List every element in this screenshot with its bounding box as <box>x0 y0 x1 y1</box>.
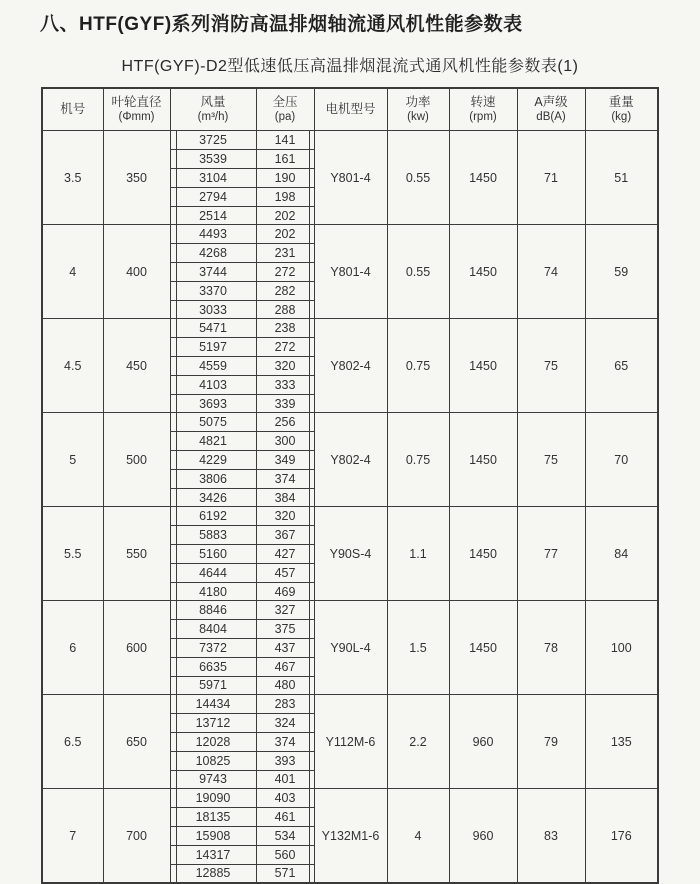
cell-motor-model: Y801-4 <box>314 225 387 319</box>
cell-power: 1.1 <box>387 507 449 601</box>
cell-model-no: 3.5 <box>42 131 103 225</box>
cell-noise-level: 74 <box>517 225 585 319</box>
cell-pressure: 427 <box>256 545 314 564</box>
col-header-unit: (m³/h) <box>197 111 229 124</box>
cell-power: 4 <box>387 789 449 883</box>
cell-speed: 1450 <box>449 225 517 319</box>
cell-airflow: 3744 <box>170 263 256 282</box>
cell-pressure: 374 <box>256 469 314 488</box>
cell-motor-model: Y112M-6 <box>314 695 387 789</box>
cell-pressure: 288 <box>256 300 314 319</box>
table-row <box>42 507 658 526</box>
cell-pressure: 161 <box>256 150 314 169</box>
cell-pressure: 469 <box>256 582 314 601</box>
cell-weight: 65 <box>585 319 658 413</box>
cell-pressure: 324 <box>256 714 314 733</box>
cell-airflow: 3725 <box>170 131 256 150</box>
cell-motor-model: Y90L-4 <box>314 601 387 695</box>
cell-noise-level: 77 <box>517 507 585 601</box>
cell-pressure: 272 <box>256 338 314 357</box>
cell-airflow: 6635 <box>170 657 256 676</box>
cell-speed: 960 <box>449 789 517 883</box>
cell-model-no: 7 <box>42 789 103 883</box>
cell-pressure: 238 <box>256 319 314 338</box>
table-row <box>42 225 658 244</box>
col-header-airflow <box>170 88 256 131</box>
cell-impeller-diameter: 500 <box>103 413 170 507</box>
cell-airflow: 3370 <box>170 281 256 300</box>
col-header-unit: (rpm) <box>469 111 497 124</box>
cell-pressure: 401 <box>256 770 314 789</box>
cell-airflow: 5471 <box>170 319 256 338</box>
cell-pressure: 375 <box>256 620 314 639</box>
col-header-pressure <box>256 88 314 131</box>
cell-airflow: 3693 <box>170 394 256 413</box>
cell-pressure: 339 <box>256 394 314 413</box>
cell-motor-model: Y802-4 <box>314 319 387 413</box>
cell-airflow: 2514 <box>170 206 256 225</box>
cell-airflow: 14434 <box>170 695 256 714</box>
cell-model-no: 6 <box>42 601 103 695</box>
cell-pressure: 367 <box>256 526 314 545</box>
cell-noise-level: 83 <box>517 789 585 883</box>
cell-power: 0.75 <box>387 413 449 507</box>
cell-airflow: 15908 <box>170 826 256 845</box>
table-row <box>42 789 658 808</box>
cell-airflow: 6192 <box>170 507 256 526</box>
cell-weight: 100 <box>585 601 658 695</box>
col-header-noise-level <box>517 88 585 131</box>
cell-pressure: 202 <box>256 206 314 225</box>
cell-pressure: 333 <box>256 375 314 394</box>
cell-noise-level: 75 <box>517 319 585 413</box>
cell-speed: 1450 <box>449 131 517 225</box>
cell-pressure: 393 <box>256 751 314 770</box>
cell-model-no: 6.5 <box>42 695 103 789</box>
cell-noise-level: 71 <box>517 131 585 225</box>
cell-power: 0.55 <box>387 131 449 225</box>
fan-spec-table <box>41 87 659 884</box>
cell-impeller-diameter: 450 <box>103 319 170 413</box>
cell-airflow: 5883 <box>170 526 256 545</box>
table-subtitle: HTF(GYF)-D2型低速低压高温排烟混流式通风机性能参数表(1) <box>121 57 579 75</box>
cell-pressure: 320 <box>256 507 314 526</box>
table-header <box>42 88 658 131</box>
cell-airflow: 12885 <box>170 864 256 883</box>
header-row <box>42 88 658 131</box>
col-header-title: 全压 <box>272 94 298 109</box>
cell-airflow: 4268 <box>170 244 256 263</box>
col-header-unit: (Φmm) <box>118 111 155 124</box>
cell-pressure: 571 <box>256 864 314 883</box>
cell-airflow: 19090 <box>170 789 256 808</box>
cell-pressure: 480 <box>256 676 314 695</box>
cell-airflow: 4821 <box>170 432 256 451</box>
cell-weight: 176 <box>585 789 658 883</box>
cell-weight: 70 <box>585 413 658 507</box>
table-row <box>42 601 658 620</box>
cell-pressure: 300 <box>256 432 314 451</box>
cell-airflow: 4229 <box>170 451 256 470</box>
cell-airflow: 3426 <box>170 488 256 507</box>
cell-power: 0.75 <box>387 319 449 413</box>
cell-airflow: 14317 <box>170 845 256 864</box>
cell-airflow: 12028 <box>170 732 256 751</box>
cell-power: 1.5 <box>387 601 449 695</box>
cell-airflow: 13712 <box>170 714 256 733</box>
col-header-title: 电机型号 <box>325 101 376 116</box>
cell-pressure: 231 <box>256 244 314 263</box>
cell-noise-level: 75 <box>517 413 585 507</box>
cell-weight: 59 <box>585 225 658 319</box>
cell-power: 2.2 <box>387 695 449 789</box>
cell-weight: 84 <box>585 507 658 601</box>
col-header-model-no <box>42 88 103 131</box>
cell-pressure: 283 <box>256 695 314 714</box>
cell-model-no: 5 <box>42 413 103 507</box>
col-header-title: A声级 <box>534 94 568 109</box>
cell-airflow: 4180 <box>170 582 256 601</box>
cell-pressure: 457 <box>256 563 314 582</box>
cell-pressure: 198 <box>256 187 314 206</box>
table-row <box>42 413 658 432</box>
table-row <box>42 131 658 150</box>
cell-pressure: 256 <box>256 413 314 432</box>
cell-pressure: 437 <box>256 639 314 658</box>
cell-pressure: 190 <box>256 169 314 188</box>
cell-airflow: 5197 <box>170 338 256 357</box>
cell-motor-model: Y132M1-6 <box>314 789 387 883</box>
col-header-weight <box>585 88 658 131</box>
col-header-unit: (kw) <box>407 111 429 124</box>
cell-speed: 1450 <box>449 601 517 695</box>
cell-power: 0.55 <box>387 225 449 319</box>
cell-weight: 135 <box>585 695 658 789</box>
col-header-power <box>387 88 449 131</box>
col-header-title: 功率 <box>405 94 431 109</box>
cell-airflow: 5160 <box>170 545 256 564</box>
col-header-title: 风量 <box>200 94 226 109</box>
cell-impeller-diameter: 350 <box>103 131 170 225</box>
cell-pressure: 403 <box>256 789 314 808</box>
cell-airflow: 2794 <box>170 187 256 206</box>
col-header-unit: dB(A) <box>536 111 566 124</box>
cell-airflow: 8846 <box>170 601 256 620</box>
col-header-impeller-diameter <box>103 88 170 131</box>
cell-speed: 1450 <box>449 413 517 507</box>
col-header-unit: (pa) <box>274 111 296 124</box>
cell-airflow: 10825 <box>170 751 256 770</box>
cell-airflow: 18135 <box>170 808 256 827</box>
cell-airflow: 3033 <box>170 300 256 319</box>
cell-motor-model: Y802-4 <box>314 413 387 507</box>
cell-airflow: 5075 <box>170 413 256 432</box>
cell-airflow: 4493 <box>170 225 256 244</box>
cell-motor-model: Y90S-4 <box>314 507 387 601</box>
cell-impeller-diameter: 650 <box>103 695 170 789</box>
cell-airflow: 4103 <box>170 375 256 394</box>
col-header-title: 转速 <box>470 94 496 109</box>
col-header-title: 叶轮直径 <box>111 94 162 109</box>
cell-pressure: 202 <box>256 225 314 244</box>
cell-airflow: 7372 <box>170 639 256 658</box>
cell-pressure: 374 <box>256 732 314 751</box>
col-header-speed <box>449 88 517 131</box>
cell-model-no: 5.5 <box>42 507 103 601</box>
cell-airflow: 4644 <box>170 563 256 582</box>
cell-pressure: 467 <box>256 657 314 676</box>
cell-impeller-diameter: 700 <box>103 789 170 883</box>
cell-impeller-diameter: 550 <box>103 507 170 601</box>
table-row <box>42 695 658 714</box>
cell-airflow: 8404 <box>170 620 256 639</box>
cell-pressure: 384 <box>256 488 314 507</box>
cell-pressure: 349 <box>256 451 314 470</box>
cell-pressure: 141 <box>256 131 314 150</box>
cell-impeller-diameter: 400 <box>103 225 170 319</box>
cell-weight: 51 <box>585 131 658 225</box>
table-body <box>42 131 658 883</box>
cell-pressure: 282 <box>256 281 314 300</box>
cell-speed: 1450 <box>449 507 517 601</box>
cell-pressure: 327 <box>256 601 314 620</box>
col-header-motor-model <box>314 88 387 131</box>
cell-airflow: 4559 <box>170 357 256 376</box>
table-row <box>42 319 658 338</box>
cell-motor-model: Y801-4 <box>314 131 387 225</box>
col-header-title: 机号 <box>60 101 86 116</box>
col-header-title: 重量 <box>608 94 634 109</box>
page-title: 八、HTF(GYF)系列消防高温排烟轴流通风机性能参数表 <box>40 14 523 35</box>
cell-airflow: 3539 <box>170 150 256 169</box>
cell-airflow: 3104 <box>170 169 256 188</box>
cell-pressure: 320 <box>256 357 314 376</box>
cell-airflow: 9743 <box>170 770 256 789</box>
cell-pressure: 534 <box>256 826 314 845</box>
cell-pressure: 272 <box>256 263 314 282</box>
cell-airflow: 5971 <box>170 676 256 695</box>
cell-pressure: 461 <box>256 808 314 827</box>
cell-model-no: 4 <box>42 225 103 319</box>
cell-speed: 960 <box>449 695 517 789</box>
col-header-unit: (kg) <box>611 111 632 124</box>
cell-speed: 1450 <box>449 319 517 413</box>
cell-noise-level: 78 <box>517 601 585 695</box>
cell-impeller-diameter: 600 <box>103 601 170 695</box>
cell-noise-level: 79 <box>517 695 585 789</box>
cell-model-no: 4.5 <box>42 319 103 413</box>
cell-airflow: 3806 <box>170 469 256 488</box>
cell-pressure: 560 <box>256 845 314 864</box>
